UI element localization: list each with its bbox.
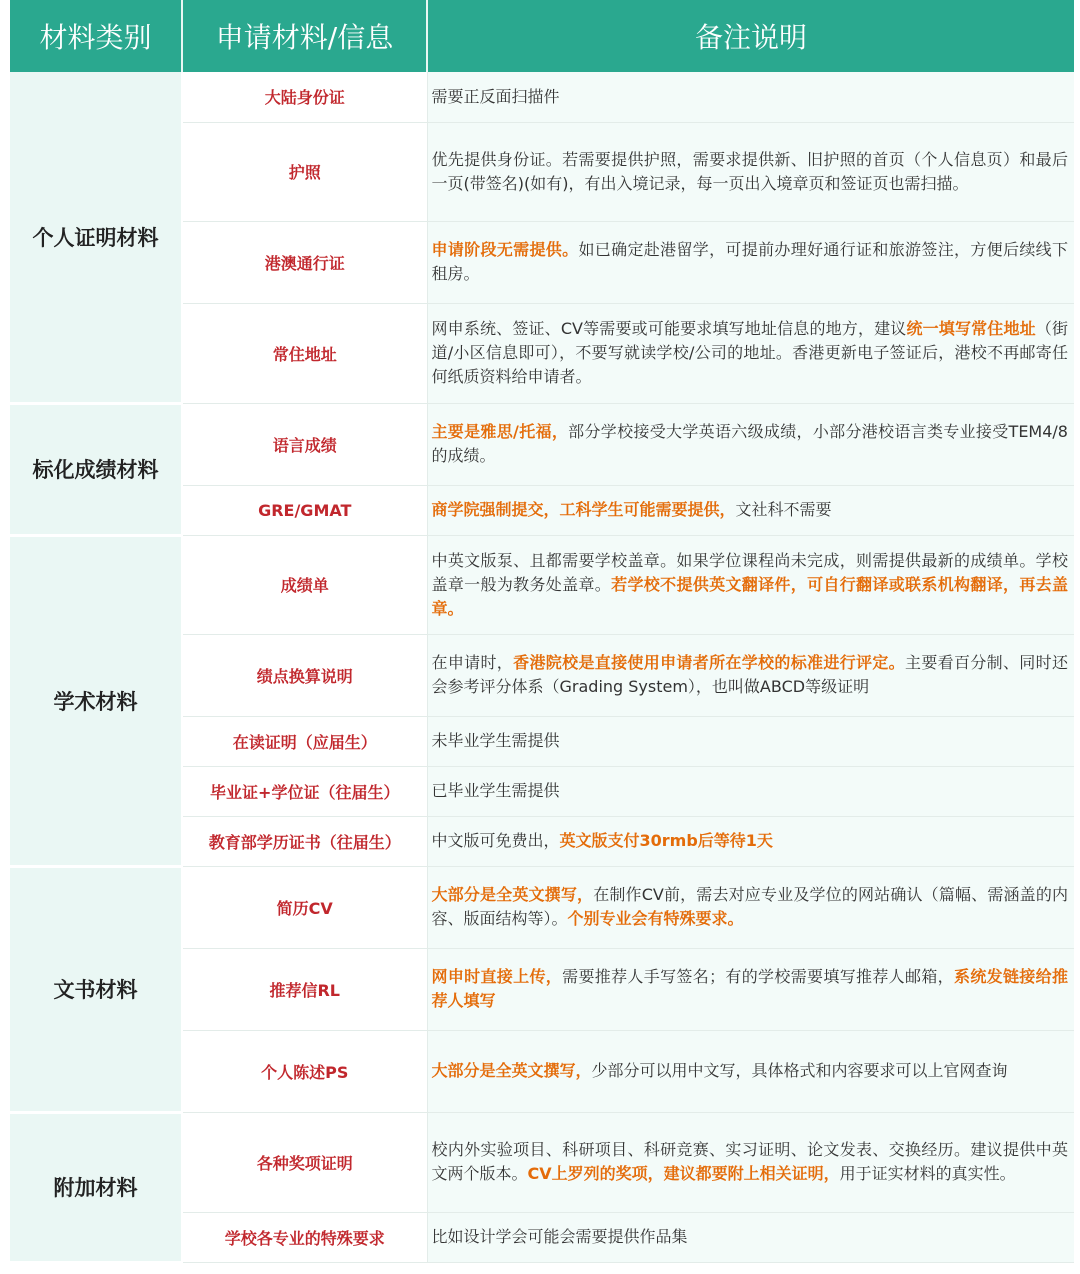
- note-text: 如已确定赴港留学，可提前办理好通行证和旅游签注，方便后续线下租房。: [431, 240, 1068, 283]
- note-highlight: 主要是雅思/托福，: [431, 422, 569, 441]
- note-highlight: 个别专业会有特殊要求。: [567, 909, 744, 928]
- material-item-cell: 绩点换算说明: [182, 634, 427, 716]
- material-item-cell: 语言成绩: [182, 403, 427, 485]
- materials-table-wrapper: [10, 0, 1074, 1266]
- note-text: 中英文版泵、且都需要学校盖章。如果学位课程尚未完成，则需提供最新的成绩单。学校盖章一般为教务处盖章。: [431, 550, 1068, 594]
- note-highlight: 香港院校是直接使用申请者所在学校的标准进行评定。: [513, 653, 906, 672]
- material-item-cell: 成绩单: [182, 535, 427, 634]
- note-text: 未毕业学生需提供: [431, 731, 560, 750]
- note-highlight: 大部分是全英文撰写，: [431, 885, 594, 904]
- note-cell: [427, 716, 1074, 766]
- category-cell: 个人证明材料: [10, 72, 182, 403]
- note-cell: [427, 485, 1074, 535]
- material-item-cell: 推荐信RL: [182, 948, 427, 1030]
- note-text: 网申系统、签证、CV等需要或可能要求填写地址信息的地方，建议: [431, 319, 907, 338]
- note-text: 优先提供身份证。若需要提供护照，需要求提供新、旧护照的首页（个人信息页）和最后一页(带签名)(如有)，有出入境记录，每一页出入境章页和签证页也需扫描。: [431, 149, 1068, 193]
- table-row: [10, 72, 1074, 122]
- note-cell: [427, 634, 1074, 716]
- note-text: 校内外实验项目、科研项目、科研竞赛、实习证明、论文发表、交换经历。建议提供中英文两个版本。: [431, 1140, 1068, 1183]
- note-text: 部分学校接受大学英语六级成绩，小部分港校语言类专业接受TEM4/8的成绩。: [431, 422, 1068, 465]
- note-cell: [427, 766, 1074, 816]
- material-item-cell: 港澳通行证: [182, 221, 427, 303]
- note-cell: [427, 535, 1074, 634]
- note-text: 比如设计学会可能会需要提供作品集: [431, 1227, 688, 1246]
- header-item: 申请材料/信息: [182, 0, 427, 72]
- note-text: 用于证实材料的真实性。: [839, 1164, 1016, 1183]
- note-text: 在制作CV前，需去对应专业及学位的网站确认（篇幅、需涵盖的内容、版面结构等）。: [431, 885, 1068, 928]
- note-highlight: 系统发链接给推荐人填写: [431, 967, 1068, 1010]
- note-text: 需要推荐人手写签名；有的学校需要填写推荐人邮箱，: [562, 967, 954, 986]
- note-cell: [427, 948, 1074, 1030]
- note-highlight: 大部分是全英文撰写，: [431, 1061, 592, 1080]
- table-row: [10, 403, 1074, 485]
- note-text: 文社科不需要: [735, 500, 832, 519]
- note-text: （街道/小区信息即可），不要写就读学校/公司的地址。香港更新电子签证后，港校不再邮寄任何纸质资料给申请者。: [431, 319, 1068, 386]
- material-item-cell: 学校各专业的特殊要求: [182, 1212, 427, 1262]
- note-text: 少部分可以用中文写，具体格式和内容要求可以上官网查询: [591, 1061, 1008, 1080]
- table-row: [10, 1112, 1074, 1212]
- note-highlight: CV上罗列的奖项，建议都要附上相关证明，: [527, 1164, 840, 1183]
- material-item-cell: 各种奖项证明: [182, 1112, 427, 1212]
- note-highlight: 申请阶段无需提供。: [431, 240, 579, 259]
- materials-table: [10, 0, 1074, 1264]
- header-category: 材料类别: [10, 0, 182, 72]
- material-item-cell: GRE/GMAT: [182, 485, 427, 535]
- note-text: 在申请时，: [431, 653, 514, 672]
- note-cell: [427, 122, 1074, 221]
- note-text: 需要正反面扫描件: [431, 86, 560, 106]
- material-item-cell: 简历CV: [182, 866, 427, 948]
- category-cell: 附加材料: [10, 1112, 182, 1262]
- note-cell: [427, 866, 1074, 948]
- note-cell: [427, 403, 1074, 485]
- table-body: [10, 72, 1074, 1262]
- material-item-cell: 大陆身份证: [182, 72, 427, 122]
- note-highlight: 统一填写常住地址: [906, 319, 1036, 338]
- note-cell: [427, 1212, 1074, 1262]
- note-highlight: 英文版支付30rmb后等待1天: [559, 831, 773, 850]
- table-row: [10, 866, 1074, 948]
- note-text: 已毕业学生需提供: [431, 781, 560, 800]
- material-item-cell: 教育部学历证书（往届生）: [182, 816, 427, 866]
- material-item-cell: 个人陈述PS: [182, 1030, 427, 1112]
- note-cell: [427, 1112, 1074, 1212]
- note-text: 主要看百分制、同时还会参考评分体系（Grading System），也叫做ABCD等级证明: [431, 653, 1068, 696]
- category-cell: 文书材料: [10, 866, 182, 1112]
- table-header-row: [10, 0, 1074, 72]
- material-item-cell: 毕业证+学位证（往届生）: [182, 766, 427, 816]
- material-item-cell: 在读证明（应届生）: [182, 716, 427, 766]
- category-cell: 学术材料: [10, 535, 182, 866]
- note-cell: [427, 816, 1074, 866]
- category-cell: 标化成绩材料: [10, 403, 182, 535]
- note-cell: [427, 221, 1074, 303]
- note-highlight: 若学校不提供英文翻译件，可自行翻译或联系机构翻译，再去盖章。: [431, 574, 1068, 618]
- note-highlight: 网申时直接上传，: [431, 967, 563, 986]
- note-text: 中文版可免费出，: [431, 831, 560, 850]
- note-highlight: 商学院强制提交，工科学生可能需要提供，: [431, 500, 736, 519]
- note-cell: [427, 1030, 1074, 1112]
- table-row: [10, 535, 1074, 634]
- header-note: 备注说明: [427, 0, 1074, 72]
- note-cell: [427, 303, 1074, 403]
- note-cell: [427, 72, 1074, 122]
- material-item-cell: 常住地址: [182, 303, 427, 403]
- material-item-cell: 护照: [182, 122, 427, 221]
